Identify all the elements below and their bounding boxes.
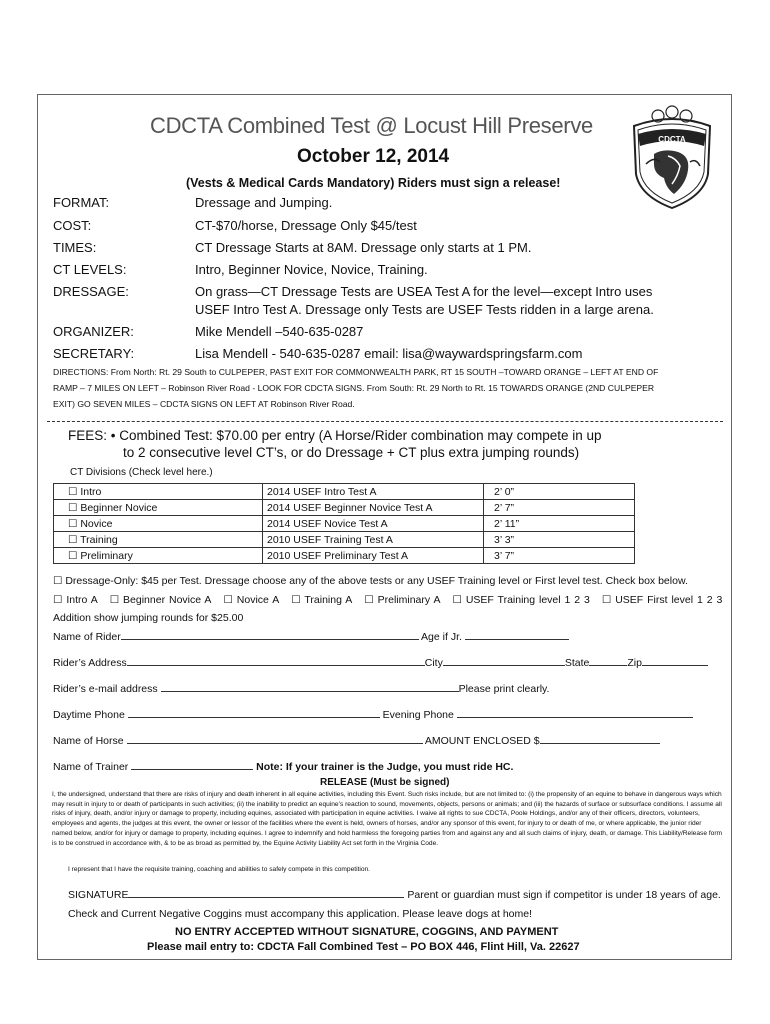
dressage-option[interactable] — [452, 594, 589, 606]
print-note: Please print clearly. — [458, 683, 550, 695]
dressage-option-label: Preliminary A — [377, 594, 441, 606]
division-row — [54, 500, 635, 516]
divisions-label: CT Divisions (Check level here.) — [70, 467, 213, 478]
dressage-option-label: Beginner Novice A — [123, 594, 212, 606]
jumping-rounds: Addition show jumping rounds for $25.00 — [53, 612, 244, 624]
zip-field[interactable] — [642, 656, 708, 666]
dressage-option-checkbox[interactable]: ☐ — [223, 594, 233, 606]
dressage-value-2: USEF Intro Test A. Dressage only Tests are USEF Tests ridden in a large arena. — [195, 302, 654, 317]
dressage-option-label: Novice A — [236, 594, 280, 606]
divisions-table — [53, 483, 635, 564]
dressage-option-checkbox[interactable]: ☐ — [109, 594, 120, 606]
cost-label: COST: — [53, 218, 92, 233]
amount-label: AMOUNT ENCLOSED $ — [424, 735, 540, 747]
cdcta-logo — [624, 104, 720, 212]
division-level[interactable] — [54, 548, 263, 564]
cost-value: CT-$70/horse, Dressage Only $45/test — [195, 218, 417, 233]
amount-field[interactable] — [540, 734, 660, 744]
division-checkbox[interactable]: ☐ — [68, 485, 78, 498]
format-label: FORMAT: — [53, 195, 110, 210]
trainer-row — [53, 760, 513, 773]
division-row — [54, 548, 635, 564]
dressage-option[interactable] — [110, 594, 212, 606]
signature-field[interactable] — [128, 888, 404, 898]
cut-line — [47, 421, 723, 422]
horse-field[interactable] — [127, 734, 423, 744]
division-height: 2’ 7” — [484, 500, 635, 516]
dressage-option[interactable] — [223, 594, 279, 606]
organizer-value: Mike Mendell –540-635-0287 — [195, 324, 364, 339]
email-field[interactable] — [161, 682, 459, 692]
dressage-value-1: On grass—CT Dressage Tests are USEA Test A for the level—except Intro uses — [195, 284, 653, 299]
city-label: City — [424, 657, 443, 669]
dressage-label: DRESSAGE: — [53, 284, 129, 299]
phone-row — [53, 708, 693, 721]
parent-note: Parent or guardian must sign if competitor is under 18 years of age. — [407, 889, 721, 901]
dressage-option[interactable] — [602, 594, 722, 606]
rider-name-field[interactable] — [121, 630, 419, 640]
secretary-value: Lisa Mendell - 540-635-0287 email: lisa@waywardspringsfarm.com — [195, 346, 583, 361]
division-level-label: Preliminary — [80, 549, 133, 562]
division-row — [54, 516, 635, 532]
division-height: 2’ 0” — [484, 484, 635, 500]
signature-row — [68, 888, 721, 901]
dressage-option-label: Training A — [304, 594, 353, 606]
dressage-options-row — [53, 594, 734, 606]
day-phone-label: Daytime Phone — [53, 709, 125, 721]
division-test: 2014 USEF Beginner Novice Test A — [263, 500, 484, 516]
address-row — [53, 656, 708, 669]
division-height: 3’ 7” — [484, 548, 635, 564]
dressage-option-checkbox[interactable]: ☐ — [601, 594, 612, 606]
release-body: I, the undersigned, understand that there are risks of injury and death inherent in all equine activities, including this Event. Such risks include, but are not limited to: (i) the propensity of an equine to behave in dangerous ways which may result in injury to or death of participants in such activities; (ii) the inability to predict an equine’s reaction to sound, movements, objects, persons or animals; and (iii) the hazards of surface or subsurface conditions. I assume all risks of injury, death, and/or injury or damage to property, including equines, associated with participation in equine activities. I waive all rights to sue CDCTA, Poole Holdings, and/or any of their officers, directors, volunteers, employees and agents, the judges at this event, the owner or lessor of the facilities where the event is held, owners of horses, and/or any sponsor of this event, for injury to or death of me, or where applicable, the junior rider named below, and/or for injury or damage to property, including equines. I agree to indemnify and hold harmless the foregoing parties from and against any and all such claims of injury, death, or damage. This Liability/Release form is to be construed in accordance with, & to be as broad as permitted by, the Equine Activity Liability Act set forth in the Virginia Code. — [52, 791, 723, 847]
division-row — [54, 484, 635, 500]
email-label: Rider’s e-mail address — [53, 683, 158, 695]
dressage-option-checkbox[interactable]: ☐ — [53, 594, 63, 606]
dressage-option-label: USEF First level 1 2 3 — [615, 594, 723, 606]
division-checkbox[interactable]: ☐ — [68, 501, 78, 514]
address-label: Rider’s Address — [53, 657, 127, 669]
division-checkbox[interactable]: ☐ — [68, 549, 78, 562]
format-value: Dressage and Jumping. — [195, 195, 333, 210]
dressage-only-checkbox[interactable]: ☐ — [53, 575, 63, 587]
horse-label: Name of Horse — [53, 735, 124, 747]
division-test: 2010 USEF Training Test A — [263, 532, 484, 548]
division-checkbox[interactable]: ☐ — [68, 517, 78, 530]
rider-name-row — [53, 630, 569, 643]
fees-line-2: to 2 consecutive level CT’s, or do Dressage + CT plus extra jumping rounds) — [123, 445, 580, 460]
secretary-label: SECRETARY: — [53, 346, 135, 361]
division-checkbox[interactable]: ☐ — [68, 533, 78, 546]
mail-address: Please mail entry to: CDCTA Fall Combined Test – PO BOX 446, Flint Hill, Va. 22627 — [147, 941, 580, 953]
zip-label: Zip — [627, 657, 642, 669]
division-height: 3’ 3” — [484, 532, 635, 548]
rider-name-label: Name of Rider — [53, 631, 121, 643]
eve-phone-field[interactable] — [457, 708, 693, 718]
dressage-only-row — [53, 575, 688, 587]
represent-text: I represent that I have the requisite training, coaching and abilities to safely compete in this competition. — [68, 866, 371, 873]
mandatory-notice: (Vests & Medical Cards Mandatory) Riders must sign a release! — [186, 176, 561, 190]
division-level[interactable] — [54, 484, 263, 500]
times-value: CT Dressage Starts at 8AM. Dressage only starts at 1 PM. — [195, 240, 532, 255]
dressage-option-checkbox[interactable]: ☐ — [364, 594, 374, 606]
division-level-label: Training — [80, 533, 118, 546]
dressage-only-text: Dressage-Only: $45 per Test. Dressage choose any of the above tests or any USEF Training level or First level test. Check box below. — [65, 575, 688, 587]
dressage-option-checkbox[interactable]: ☐ — [291, 594, 301, 606]
age-field[interactable] — [465, 630, 569, 640]
city-field[interactable] — [443, 656, 565, 666]
times-label: TIMES: — [53, 240, 97, 255]
state-field[interactable] — [589, 656, 627, 666]
organizer-label: ORGANIZER: — [53, 324, 134, 339]
signature-label: SIGNATURE — [68, 889, 129, 901]
dressage-option[interactable] — [364, 594, 440, 606]
event-title: CDCTA Combined Test @ Locust Hill Preserve — [150, 113, 593, 138]
event-date: October 12, 2014 — [297, 146, 450, 167]
directions-line-3: EXIT) GO SEVEN MILES – CDCTA SIGNS ON LEFT AT Robinson River Road. — [53, 399, 355, 409]
division-level-label: Novice — [80, 517, 113, 530]
trainer-field[interactable] — [131, 760, 253, 770]
dressage-option[interactable] — [53, 594, 98, 606]
dressage-option[interactable] — [291, 594, 352, 606]
division-level[interactable] — [54, 516, 263, 532]
day-phone-field[interactable] — [128, 708, 380, 718]
svg-text:CDCTA: CDCTA — [658, 135, 686, 144]
directions-line-1: DIRECTIONS: From North: Rt. 29 South to CULPEPER, PAST EXIT FOR COMMONWEALTH PARK, RT 15 SOUTH –TOWARD ORANGE – LEFT AT END OF — [53, 367, 659, 377]
division-level-label: Beginner Novice — [80, 501, 158, 514]
eve-phone-label: Evening Phone — [382, 709, 454, 721]
trainer-label: Name of Trainer — [53, 761, 129, 773]
trainer-note: Note: If your trainer is the Judge, you must ride HC. — [256, 761, 514, 773]
division-height: 2’ 11” — [484, 516, 635, 532]
division-test: 2010 USEF Preliminary Test A — [263, 548, 484, 564]
age-label: Age if Jr. — [421, 631, 462, 643]
horse-row — [53, 734, 660, 747]
no-entry-notice: NO ENTRY ACCEPTED WITHOUT SIGNATURE, COGGINS, AND PAYMENT — [175, 926, 559, 938]
division-level[interactable] — [54, 532, 263, 548]
directions-line-2: RAMP – 7 MILES ON LEFT – Robinson River Road - LOOK FOR CDCTA SIGNS. From South: Rt. 29 North to Rt. 15 TOWARDS ORANGE (2ND CULPEPER — [53, 383, 655, 393]
release-heading: RELEASE (Must be signed) — [320, 777, 450, 788]
division-test: 2014 USEF Intro Test A — [263, 484, 484, 500]
address-field[interactable] — [127, 656, 425, 666]
division-test: 2014 USEF Novice Test A — [263, 516, 484, 532]
dressage-option-checkbox[interactable]: ☐ — [452, 594, 462, 606]
levels-label: CT LEVELS: — [53, 262, 127, 277]
division-row — [54, 532, 635, 548]
fees-line-1: FEES: • Combined Test: $70.00 per entry (A Horse/Rider combination may compete in up — [68, 428, 602, 443]
coggins-note: Check and Current Negative Coggins must accompany this application. Please leave dogs at home! — [68, 908, 533, 920]
division-level-label: Intro — [80, 485, 102, 498]
state-label: State — [564, 657, 590, 669]
division-level[interactable] — [54, 500, 263, 516]
levels-value: Intro, Beginner Novice, Novice, Training. — [195, 262, 428, 277]
dressage-option-label: USEF Training level 1 2 3 — [465, 594, 590, 606]
email-row — [53, 682, 549, 695]
dressage-option-label: Intro A — [66, 594, 98, 606]
